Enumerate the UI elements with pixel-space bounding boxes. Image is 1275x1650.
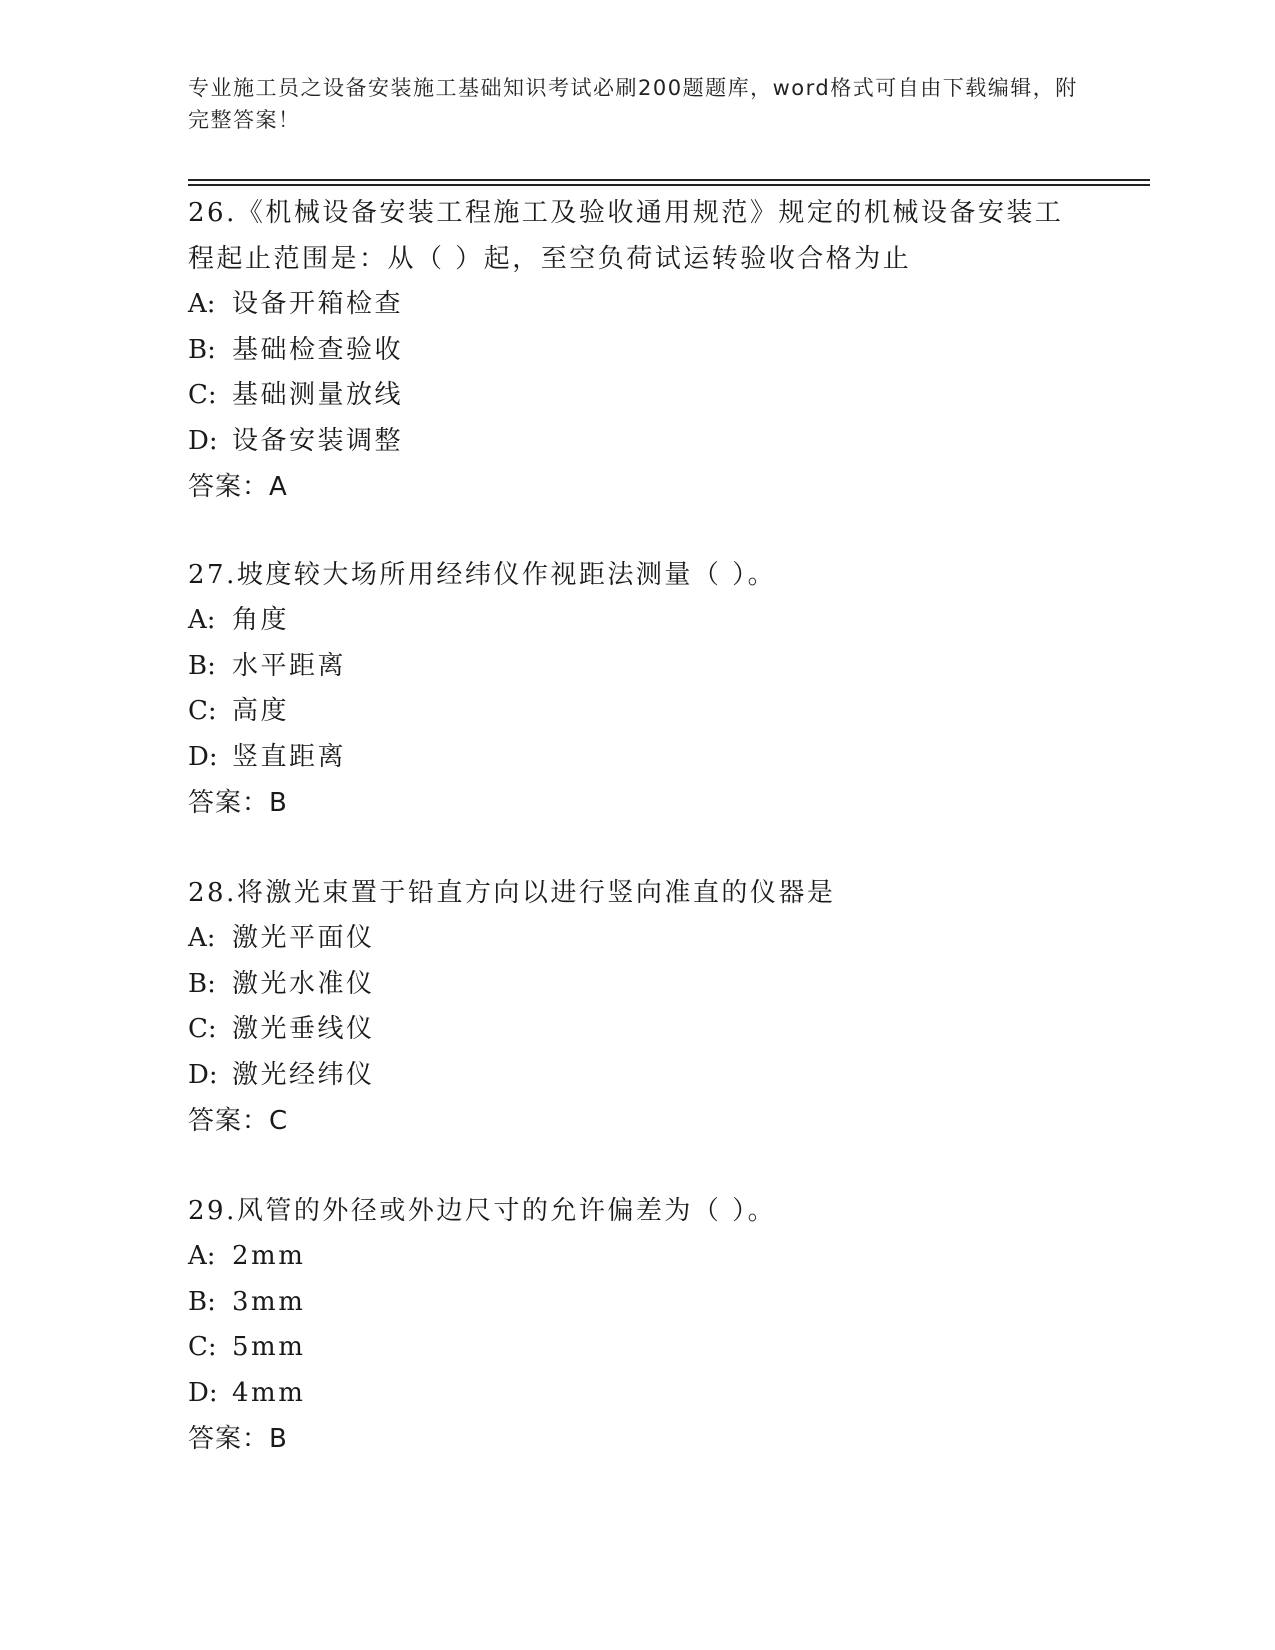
- option-key: D:: [188, 425, 218, 456]
- option-d: [188, 735, 1088, 781]
- document-header: 专业施工员之设备安装施工基础知识考试必刷200题题库，word格式可自由下载编辑，附完整答案！: [188, 76, 1078, 132]
- question-29: [188, 1188, 1088, 1462]
- option-key: C:: [188, 1014, 217, 1044]
- option-c: [188, 1007, 1088, 1053]
- option-key: B:: [188, 650, 216, 681]
- option-key: D:: [188, 1059, 218, 1090]
- option-key: B:: [188, 1286, 216, 1317]
- option-text: 角度: [232, 605, 290, 635]
- answer: 答案：C: [188, 1106, 289, 1136]
- question-27: [188, 552, 1088, 826]
- option-b: [188, 644, 1088, 690]
- option-key: A:: [188, 289, 216, 319]
- option-a: [188, 598, 1088, 644]
- question-26: [188, 190, 1088, 510]
- option-text: 4mm: [232, 1377, 306, 1408]
- option-a: [188, 916, 1088, 962]
- option-text: 2mm: [232, 1241, 306, 1271]
- option-text: 设备安装调整: [232, 425, 404, 456]
- option-d: [188, 1053, 1088, 1099]
- option-d: [188, 419, 1088, 465]
- option-c: [188, 689, 1088, 735]
- answer: 答案：A: [188, 472, 288, 502]
- option-key: C:: [188, 1332, 217, 1362]
- option-key: B:: [188, 968, 216, 999]
- option-text: 5mm: [232, 1332, 306, 1362]
- option-text: 设备开箱检查: [232, 289, 404, 319]
- option-key: C:: [188, 380, 217, 410]
- question-text: 26.《机械设备安装工程施工及验收通用规范》规定的机械设备安装工程起止范围是：从（ ）起，至空负荷试运转验收合格为止: [188, 198, 1064, 274]
- option-text: 激光水准仪: [232, 968, 375, 999]
- answer: 答案：B: [188, 1424, 288, 1454]
- option-key: C:: [188, 696, 217, 726]
- question-text: 27.坡度较大场所用经纬仪作视距法测量（ ）。: [188, 560, 777, 590]
- header-divider-top: [188, 179, 1150, 181]
- option-text: 基础测量放线: [232, 380, 404, 410]
- option-b: [188, 328, 1088, 374]
- option-c: [188, 373, 1088, 419]
- option-b: [188, 962, 1088, 1008]
- option-text: 激光平面仪: [232, 923, 375, 953]
- option-text: 激光垂线仪: [232, 1014, 375, 1044]
- option-key: A:: [188, 923, 216, 953]
- question-text: 29.风管的外径或外边尺寸的允许偏差为（ ）。: [188, 1196, 777, 1226]
- option-c: [188, 1325, 1088, 1371]
- header-divider-bottom: [188, 184, 1150, 186]
- option-text: 竖直距离: [232, 741, 347, 772]
- option-text: 水平距离: [232, 650, 347, 681]
- question-text: 28.将激光束置于铅直方向以进行竖向准直的仪器是: [188, 878, 836, 908]
- option-a: [188, 1234, 1088, 1280]
- option-key: D:: [188, 1377, 218, 1408]
- option-text: 基础检查验收: [232, 334, 404, 365]
- option-d: [188, 1371, 1088, 1417]
- option-key: A:: [188, 605, 216, 635]
- option-key: A:: [188, 1241, 216, 1271]
- option-key: D:: [188, 741, 218, 772]
- answer: 答案：B: [188, 788, 288, 818]
- option-text: 高度: [232, 696, 290, 726]
- question-28: [188, 870, 1088, 1144]
- option-text: 3mm: [232, 1286, 306, 1317]
- option-b: [188, 1280, 1088, 1326]
- option-text: 激光经纬仪: [232, 1059, 375, 1090]
- option-a: [188, 282, 1088, 328]
- option-key: B:: [188, 334, 216, 365]
